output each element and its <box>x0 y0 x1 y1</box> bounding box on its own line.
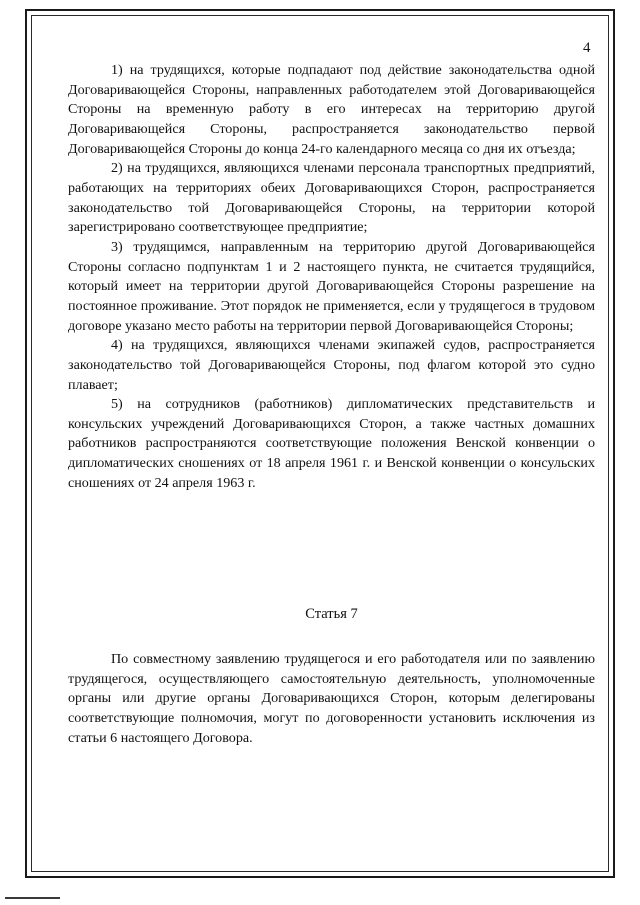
article-paragraph: По совместному заявлению трудящегося и его работодателя или по заявлению трудящегося, осуществляющего самостоятельную деятельность, уполномоченные органы или другие органы Договаривающихся Сторон, которым делегированы соответствующие полномочия, могут по договоренности установить исключения из статьи 6 настоящего Договора. <box>68 651 595 746</box>
subparagraph-list <box>68 61 595 493</box>
subparagraph-5: 5) на сотрудников (работников) дипломатических представительств и консульских учреждений Договаривающихся Сторон, а также частных домашних работников распространяются соответствующие положения Венской конвенции о дипломатических сношениях от 18 апреля 1961 г. и Венской конвенции о консульских сношениях от 24 апреля 1963 г. <box>68 396 595 491</box>
subparagraph-1: 1) на трудящихся, которые подпадают под действие законодательства одной Договаривающейся Стороны, направленных работодателем этой Договаривающейся Стороны на временную работу в его интересах на территорию другой Договаривающейся Стороны, распространяется законодательство первой Договаривающейся Стороны до конца 24-го календарного месяца со дня их отъезда; <box>68 62 595 157</box>
article-body <box>68 650 595 748</box>
scan-artifact-line <box>5 897 60 899</box>
article-heading: Статья 7 <box>305 606 358 622</box>
subparagraph-4: 4) на трудящихся, являющихся членами экипажей судов, распространяется законодательство той Договаривающейся Стороны, под флагом которой это судно плавает; <box>68 337 595 393</box>
subparagraph-2: 2) на трудящихся, являющихся членами персонала транспортных предприятий, работающих на территориях обеих Договаривающихся Сторон, распространяется законодательство той Договаривающейся Стороны, на территории которой зарегистрировано соответствующее предприятие; <box>68 160 595 236</box>
subparagraph-3: 3) трудящимся, направленным на территорию другой Договаривающейся Стороны согласно подпунктам 1 и 2 настоящего пункта, не считается трудящийся, который имеет на территории другой Договаривающейся Стороны разрешение на постоянное проживание. Этот порядок не применяется, если у трудящегося в трудовом договоре указано место работы на территории первой Договаривающейся Стороны; <box>68 238 595 334</box>
page-number: 4 <box>583 40 591 56</box>
